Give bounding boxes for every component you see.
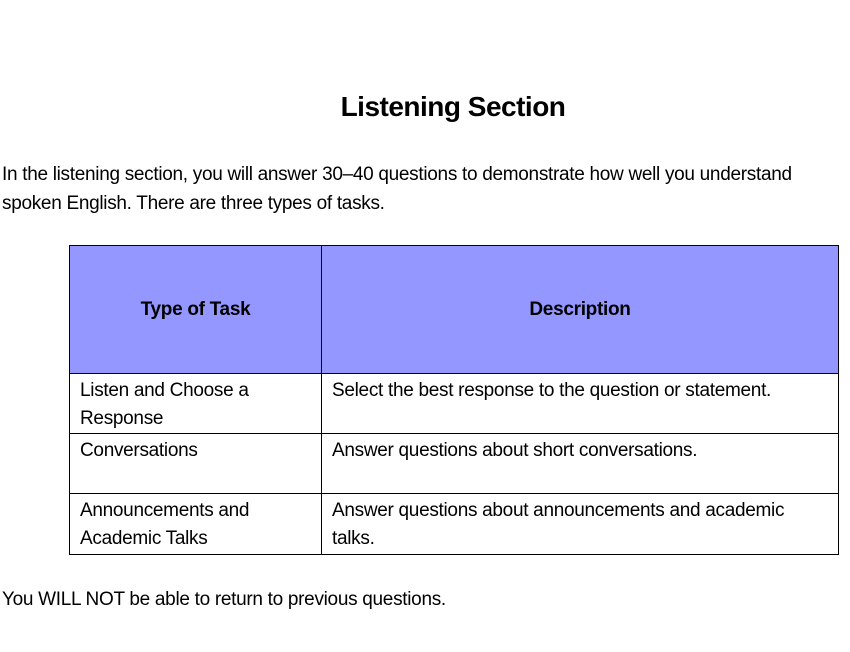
task-type-cell: Announcements and Academic Talks <box>70 494 322 555</box>
intro-paragraph: In the listening section, you will answer 30–40 questions to demonstrate how well you understand spoken English. There are three types of tasks. <box>2 164 792 214</box>
task-description-cell: Answer questions about short conversations. <box>322 434 839 494</box>
task-description-cell: Select the best response to the question or statement. <box>322 374 839 434</box>
page-title: Listening Section <box>340 91 566 122</box>
task-types-table <box>69 245 839 555</box>
header-type-of-task: Type of Task <box>70 246 322 374</box>
header-description: Description <box>322 246 839 374</box>
outro-notice: You WILL NOT be able to return to previous questions. <box>2 589 446 610</box>
task-description-cell: Answer questions about announcements and academic talks. <box>322 494 839 555</box>
table-row <box>70 374 839 434</box>
table-header-row <box>70 246 839 374</box>
table-row <box>70 434 839 494</box>
task-type-cell: Conversations <box>70 434 322 494</box>
task-type-cell: Listen and Choose a Response <box>70 374 322 434</box>
table-row <box>70 494 839 555</box>
